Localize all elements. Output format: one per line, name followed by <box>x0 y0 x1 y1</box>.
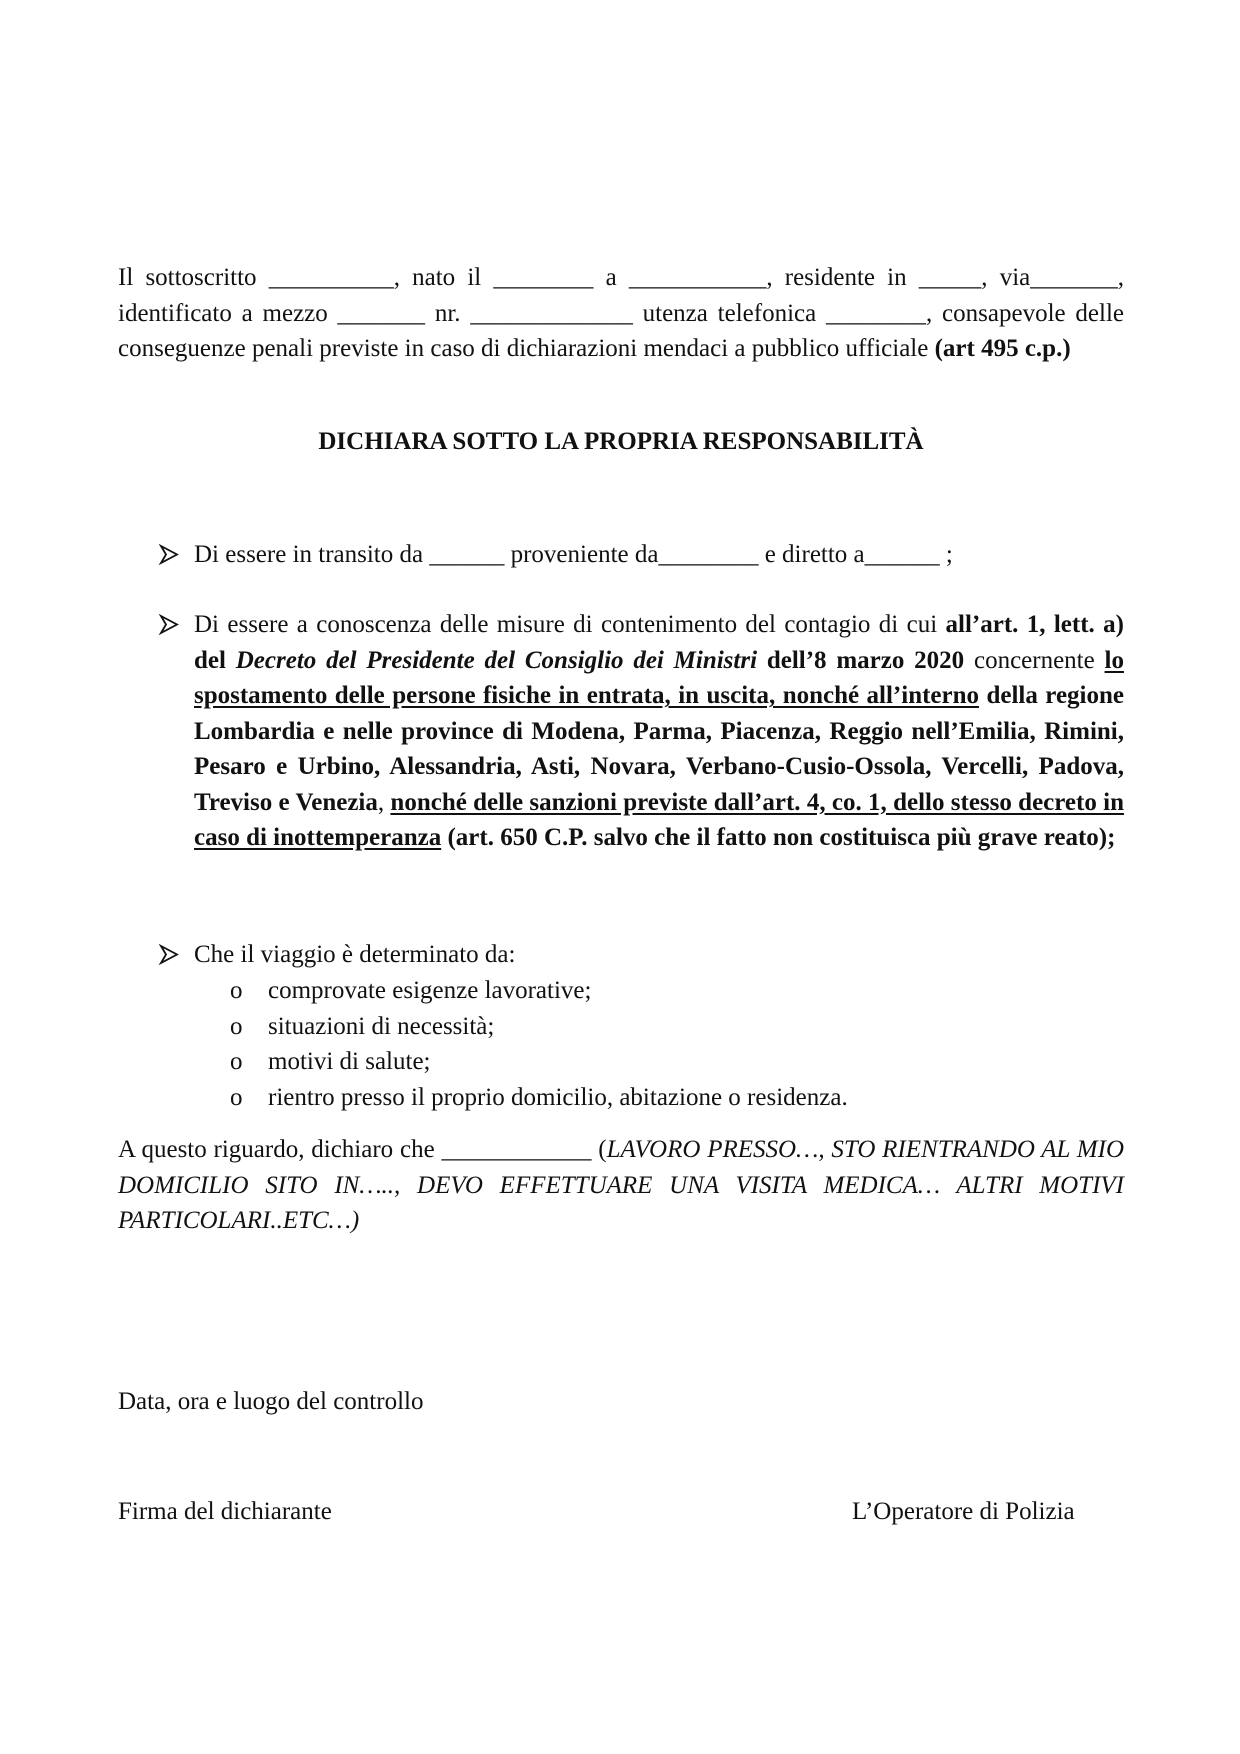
arrow-bullet-icon <box>158 607 180 642</box>
arrow-bullet-icon <box>158 537 180 572</box>
declaration-close: ) <box>350 1207 360 1234</box>
declaration-examples: LAVORO PRESSO…, STO RIENTRANDO AL MIO DOMICILIO SITO IN….., DEVO EFFETTUARE UNA VISITA MEDICA… ALTRI MOTIVI PARTICOLARI..ETC… <box>118 1136 1124 1234</box>
list-item <box>118 1080 1124 1116</box>
awareness-decree-date: dell’8 marzo 2020 <box>757 646 965 674</box>
list-item-text: comprovate esigenze lavorative; <box>268 977 592 1004</box>
declaration-lead: A questo riguardo, dichiaro che ____________ ( <box>118 1136 607 1163</box>
bullet-transit <box>118 537 1124 573</box>
date-time-place-line: Data, ora e luogo del controllo <box>118 1388 424 1415</box>
awareness-penal-code: (art. 650 C.P. salvo che il fatto non costituisca più grave reato); <box>441 824 1116 851</box>
awareness-article: all’art. 1, lett. a) del <box>194 611 1124 674</box>
awareness-movement-rule: lo spostamento delle persone fisiche in entrata, in uscita, nonché all’interno <box>194 646 1124 709</box>
police-officer-signature-label: L’Operatore di Polizia <box>852 1498 1075 1525</box>
circle-bullet-icon: o <box>230 977 243 1004</box>
awareness-decree-title: Decreto del Presidente del Consiglio dei Ministri <box>235 646 758 674</box>
awareness-sanctions: nonché delle sanzioni previste dall’art. 4, co. 1, dello stesso decreto in caso di inottemperanza <box>194 788 1124 851</box>
list-item <box>118 1009 1124 1045</box>
list-item <box>118 973 1124 1009</box>
list-item-text: situazioni di necessità; <box>268 1012 495 1040</box>
declaration-heading: DICHIARA SOTTO LA PROPRIA RESPONSABILITÀ <box>318 428 924 455</box>
arrow-bullet-icon <box>158 937 180 972</box>
bullet-awareness <box>118 607 1124 897</box>
bullet-travel-reason-text: Che il viaggio è determinato da: <box>194 941 516 968</box>
bullet-travel-reason <box>118 937 1124 973</box>
list-item-text: motivi di salute; <box>268 1048 431 1075</box>
bullet-transit-text: Di essere in transito da ______ proveniente da________ e diretto a______ ; <box>194 541 953 568</box>
awareness-regions: della regione Lombardia e nelle province di Modena, Parma, Piacenza, Reggio nell’Emilia, Rimini, Pesaro e Urbino, Alessandria, Asti, Novara, Verbano-Cusio-Ossola, Vercelli, Padova, Treviso e Venezia <box>194 682 1124 816</box>
circle-bullet-icon: o <box>230 1083 243 1111</box>
bullet-awareness-text <box>194 607 1124 856</box>
awareness-comma: , <box>377 788 391 816</box>
circle-bullet-icon: o <box>230 1048 243 1075</box>
list-item-text: rientro presso il proprio domicilio, abitazione o residenza. <box>268 1083 848 1111</box>
intro-text: Il sottoscritto __________, nato il ________ a ___________, residente in _____, via_______, identificato a mezzo _______ nr. _____________ utenza telefonica ________, consapevole delle conseguenze penali previste in caso di dichiarazioni mendaci a pubblico ufficiale <box>118 264 1124 362</box>
awareness-concerning: concernente <box>964 646 1105 674</box>
circle-bullet-icon: o <box>230 1012 243 1040</box>
travel-reasons-list <box>118 973 1124 1115</box>
declaration-paragraph <box>118 1132 1124 1239</box>
intro-article-reference: (art 495 c.p.) <box>934 335 1071 362</box>
awareness-intro: Di essere a conoscenza delle misure di contenimento del contagio di cui <box>194 611 946 638</box>
intro-paragraph <box>118 260 1124 367</box>
declarant-signature-label: Firma del dichiarante <box>118 1498 332 1525</box>
list-item <box>118 1044 1124 1080</box>
